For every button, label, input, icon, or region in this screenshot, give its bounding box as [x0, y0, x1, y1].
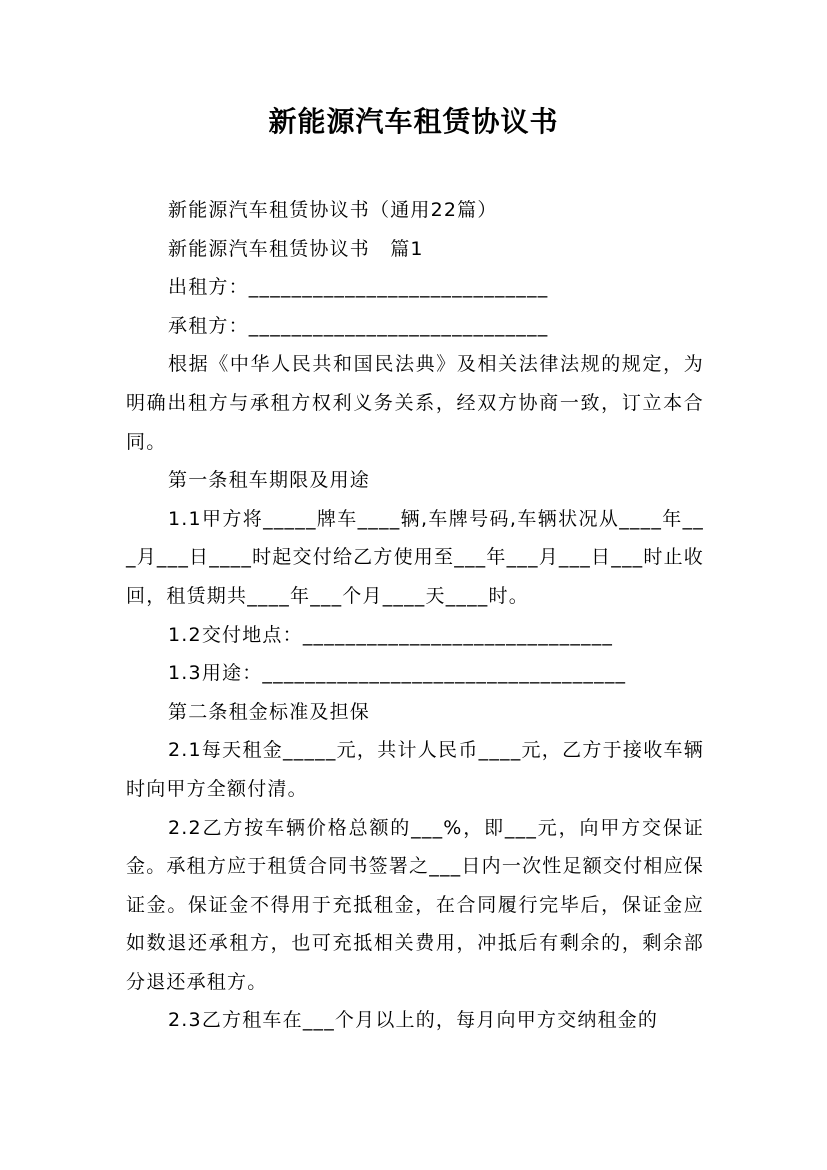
paragraph-clause-2-3: 2.3乙方租车在___个月以上的，每月向甲方交纳租金的 — [168, 1009, 659, 1032]
paragraph-chapter-heading: 新能源汽车租赁协议书 篇1 — [168, 237, 424, 260]
paragraph-clause-1-3: 1.3用途：__________________________________ — [168, 662, 627, 685]
paragraph-article-1-heading: 第一条租车期限及用途 — [168, 469, 371, 492]
paragraph-subtitle: 新能源汽车租赁协议书（通用22篇） — [168, 199, 498, 221]
paragraph-clause-2-1: 2.1每天租金_____元，共计人民币____元，乙方于接收车辆时向甲方全额付清。 — [126, 739, 704, 800]
paragraph-article-2-heading: 第二条租金标准及担保 — [168, 700, 371, 723]
paragraph-clause-1-2: 1.2交付地点：_____________________________ — [168, 623, 614, 646]
document-title: 新能源汽车租赁协议书 — [268, 105, 559, 138]
document-body — [126, 191, 704, 1040]
paragraph-lessee: 承租方：____________________________ — [168, 314, 549, 337]
paragraph-clause-1-1: 1.1甲方将_____牌车____辆,车牌号码,车辆状况从____年___月___日____时起交付给乙方使用至___年___月___日___时止收回，租赁期共____年___个月____天____时。 — [126, 507, 704, 607]
paragraph-lessor: 出租方：____________________________ — [168, 276, 549, 299]
paragraph-clause-2-2: 2.2乙方按车辆价格总额的___%，即___元，向甲方交保证金。承租方应于租赁合同书签署之___日内一次性足额交付相应保证金。保证金不得用于充抵租金，在合同履行完毕后，保证金应如数退还承租方，也可充抵相关费用，冲抵后有剩余的，剩余部分退还承租方。 — [126, 816, 704, 993]
paragraph-preamble: 根据《中华人民共和国民法典》及相关法律法规的规定，为明确出租方与承租方权利义务关系，经双方协商一致，订立本合同。 — [126, 353, 704, 453]
